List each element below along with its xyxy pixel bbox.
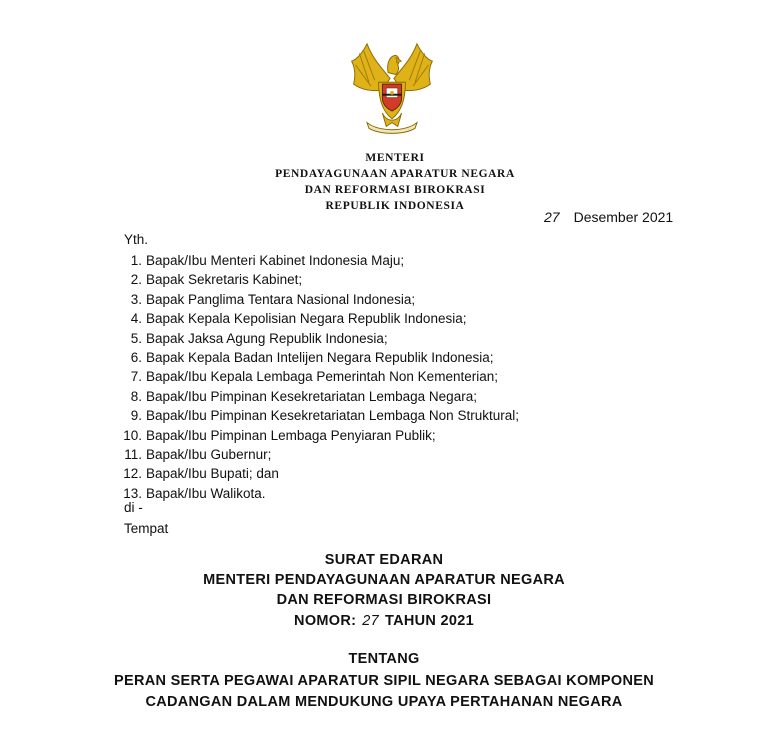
recipient-text: Bapak/Ibu Walikota. [146,485,266,501]
nomor-prefix: NOMOR: [294,613,357,629]
letterhead-line-3: DAN REFORMASI BIROKRASI [304,184,486,196]
recipient-number: 8. [130,388,142,404]
title-surat-edaran: SURAT EDARAN [324,552,444,568]
recipient-number: 1. [130,253,142,268]
recipient-text: Bapak Jaksa Agung Republik Indonesia; [146,330,388,346]
recipient-number: 7. [130,369,142,385]
recipient-number: 10. [123,427,142,443]
recipient-item [118,251,519,270]
recipient-number: 11. [124,446,142,462]
recipient-text: Bapak/Ibu Pimpinan Lembaga Penyiaran Publik; [146,427,436,443]
recipient-text: Bapak/Ibu Menteri Kabinet Indonesia Maju; [146,253,405,268]
recipient-number: 3. [130,291,142,307]
recipient-list [118,251,519,503]
recipient-item [118,348,519,367]
recipient-number: 6. [130,349,142,365]
recipient-item [118,406,519,425]
location-di: di - [124,500,143,515]
recipient-item [118,290,519,309]
greeting: Yth. [124,232,149,247]
subject-line-1: PERAN SERTA PEGAWAI APARATUR SIPIL NEGARA SEBAGAI KOMPONEN [114,673,654,689]
recipient-number: 9. [130,408,142,424]
title-nomor [0,613,768,629]
recipient-text: Bapak/Ibu Bupati; dan [146,466,279,482]
title-ministry-2: DAN REFORMASI BIROKRASI [276,592,492,608]
recipient-text: Bapak/Ibu Kepala Lembaga Pemerintah Non Kementerian; [146,369,498,385]
recipient-text: Bapak/Ibu Pimpinan Kesekretariatan Lembaga Non Struktural; [146,408,519,424]
recipient-number: 12. [123,466,142,482]
recipient-text: Bapak Kepala Badan Intelijen Negara Republik Indonesia; [146,349,494,365]
recipient-item [118,426,519,445]
garuda-emblem-icon [344,40,440,136]
recipient-item [118,329,519,348]
title-ministry: MENTERI PENDAYAGUNAAN APARATUR NEGARA [203,572,565,588]
nomor-suffix: TAHUN 2021 [385,613,474,629]
recipient-text: Bapak/Ibu Gubernur; [146,446,272,462]
date-day: 27 [544,209,560,225]
recipient-item [118,445,519,464]
recipient-item [118,309,519,328]
location-tempat: Tempat [124,521,169,536]
nomor-number: 27 [362,613,379,629]
letterhead-line-2: PENDAYAGUNAAN APARATUR NEGARA [275,168,515,180]
recipient-number: 4. [130,311,142,327]
subject-line-2: CADANGAN DALAM MENDUKUNG UPAYA PERTAHANAN NEGARA [145,694,623,710]
recipient-item [118,270,519,289]
recipient-text: Bapak Sekretaris Kabinet; [146,272,303,288]
recipient-text: Bapak Panglima Tentara Nasional Indonesia; [146,291,416,307]
recipient-item [118,367,519,386]
recipient-number: 5. [130,330,142,346]
recipient-text: Bapak Kepala Kepolisian Negara Republik Indonesia; [146,311,467,327]
subject-heading: TENTANG [348,651,420,667]
recipient-item [118,387,519,406]
recipient-item [118,464,519,483]
recipient-item [118,484,519,503]
recipient-number: 13. [123,485,142,501]
recipient-number: 2. [130,272,142,288]
recipient-text: Bapak/Ibu Pimpinan Kesekretariatan Lembaga Negara; [146,388,477,404]
letterhead-line-1: MENTERI [365,152,425,164]
letterhead-line-4: REPUBLIK INDONESIA [325,200,465,212]
letter-date [544,209,673,225]
date-month-year: Desember 2021 [573,209,674,225]
